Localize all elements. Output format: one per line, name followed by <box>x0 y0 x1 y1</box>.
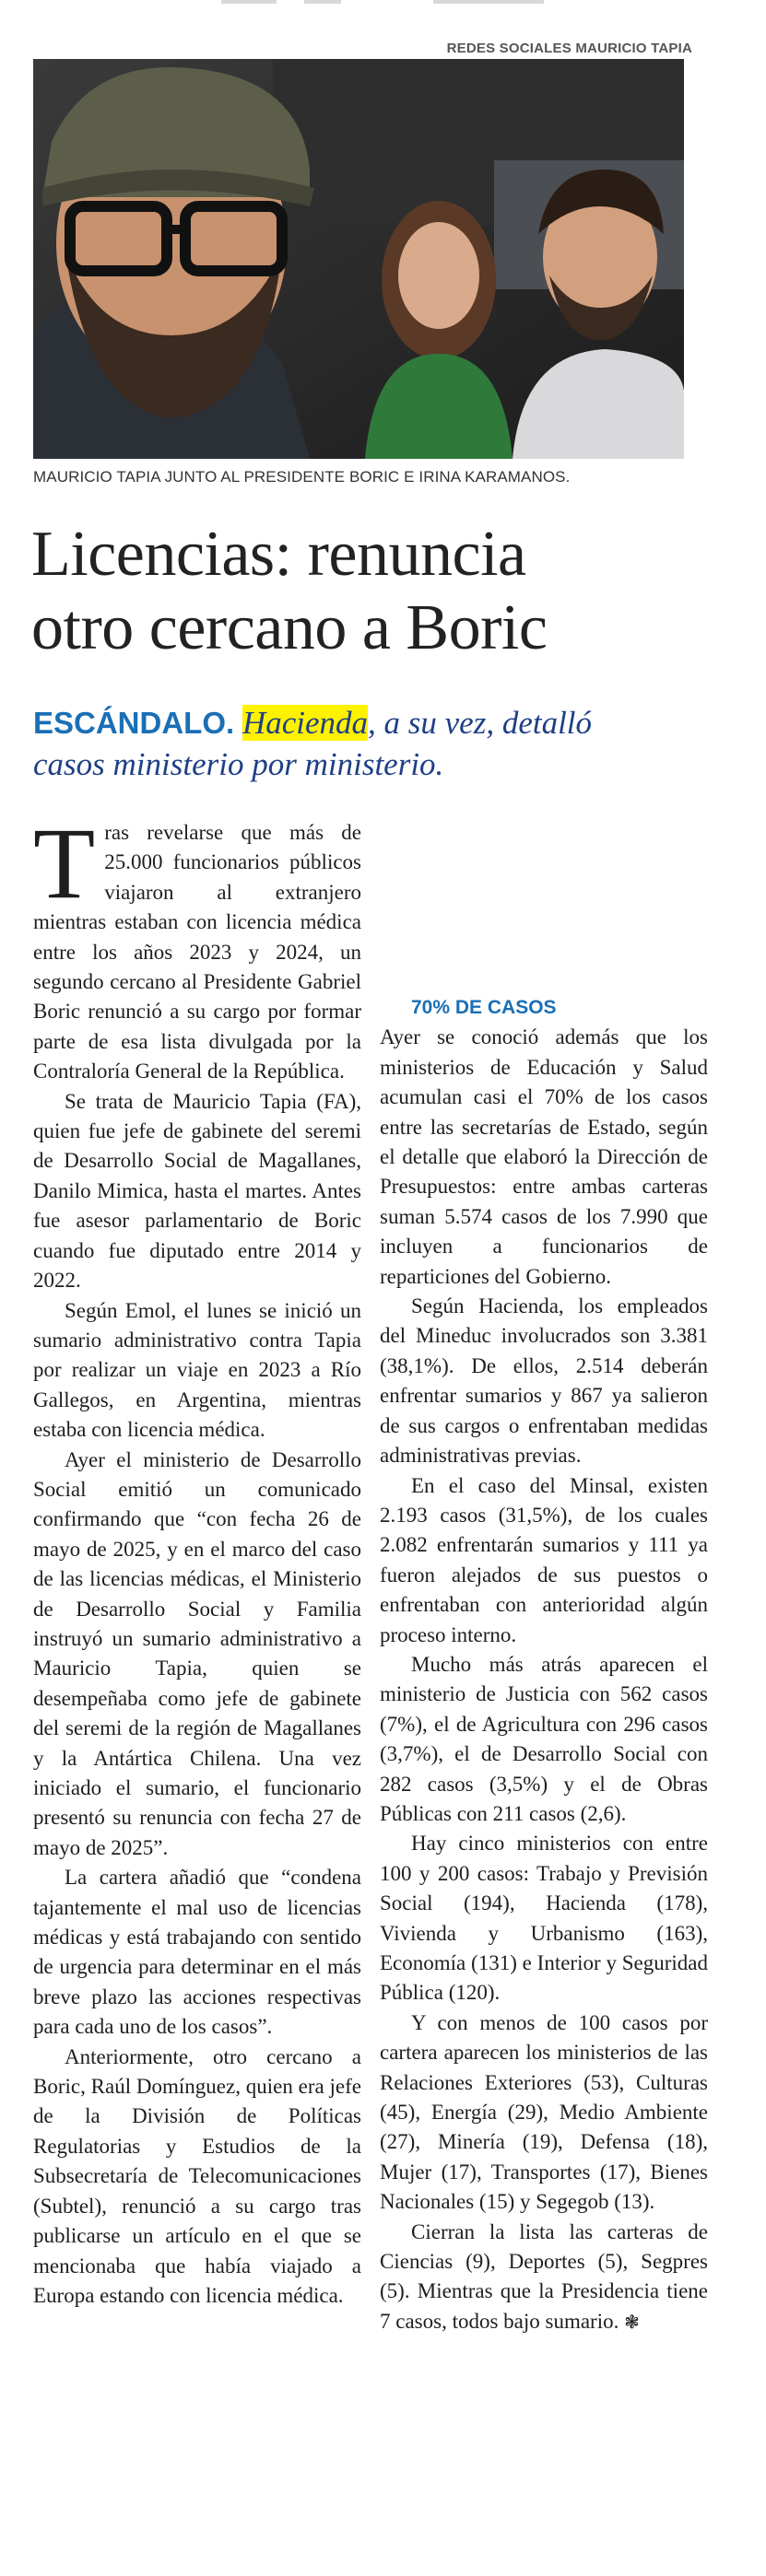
headline-line: Licencias: renuncia <box>31 519 526 590</box>
body-paragraph: En el caso del Minsal, existen 2.193 casos (31,5%), de los cuales 2.082 enfrentarán sumarios y 111 ya fueron alejados de sus puestos o enfrentaban con anterioridad algún proceso interno. <box>380 1473 708 1646</box>
body-paragraph: Mucho más atrás aparecen el ministerio de Justicia con 562 casos (7%), el de Agricultura con 296 casos (3,7%), el de Desarrollo Social con 282 casos (3,5%) y el de Obras Públicas con 211 casos (2,6). <box>380 1652 708 1825</box>
section-subhead: 70% DE CASOS <box>411 997 557 1018</box>
top-strip <box>0 0 766 7</box>
headline <box>31 518 741 665</box>
end-mark-icon: ❃ <box>624 2310 640 2333</box>
drop-cap: T <box>33 807 96 919</box>
deck-text: casos ministerio por ministerio. <box>33 746 444 782</box>
body-paragraph: Anteriormente, otro cercano a Boric, Raúl Domínguez, quien era jefe de la División de Políticas Regulatorias y Estudios de la Subsecretaría de Telecomunicaciones (Subtel), renunció a su cargo tras publicarse un artículo en el que se mencionaba que había viajado a Europa estando con licencia médica. <box>33 2044 361 2307</box>
deck <box>33 702 734 785</box>
body-paragraph: Hay cinco ministerios con entre 100 y 200 casos: Trabajo y Previsión Social (194), Hacienda (178), Vivienda y Urbanismo (163), Economía (131) e Interior y Seguridad Pública (120). <box>380 1832 708 2005</box>
deck-kicker: ESCÁNDALO. <box>33 706 235 740</box>
article-column-left <box>33 807 361 2311</box>
article-column-right <box>380 818 708 2336</box>
photo-caption: MAURICIO TAPIA JUNTO AL PRESIDENTE BORIC E IRINA KARAMANOS. <box>33 468 571 486</box>
body-paragraph: Según Hacienda, los empleados del Mineduc involucrados son 3.381 (38,1%). De ellos, 2.514 deberán enfrentar sumarios y 867 ya salieron de sus cargos o enfrentaban medidas administrativas previas. <box>380 1294 708 1468</box>
photo-credit: REDES SOCIALES MAURICIO TAPIA <box>446 41 692 56</box>
body-paragraph: Y con menos de 100 casos por cartera aparecen los ministerios de las Relaciones Exteriores (53), Culturas (45), Energía (29), Medio Ambiente (27), Minería (19), Defensa (18), Mujer (17), Transportes (17), Bienes Nacionales (15) y Segegob (13). <box>380 2010 708 2214</box>
body-paragraph: Según Emol, el lunes se inició un sumario administrativo contra Tapia por realizar un viaje en 2023 a Río Gallegos, en Argentina, mientras estaba con licencia médica. <box>33 1298 361 1442</box>
body-paragraph: Se trata de Mauricio Tapia (FA), quien fue jefe de gabinete del seremi de Desarrollo Social de Magallanes, Danilo Mimica, hasta el martes. Antes fue asesor parlamentario de Boric cuando fue diputado entre 2014 y 2022. <box>33 1089 361 1293</box>
deck-text: , a su vez, detalló <box>368 705 593 741</box>
headline-line: otro cercano a Boric <box>31 592 548 663</box>
body-paragraph: La cartera añadió que “condena tajantemente el mal uso de licencias médicas y está trabajando con sentido de urgencia para determinar en el más breve plazo las acciones respectivas para cada uno de los casos”. <box>33 1866 361 2039</box>
body-paragraph: Tras revelarse que más de 25.000 funcionarios públicos viajaron al extranjero mientras estaban con licencia médica entre los años 2023 y 2024, un segundo cercano al Presidente Gabriel Boric renunció a su cargo por formar parte de esa lista divulgada por la Contraloría General de la República. <box>33 807 361 1083</box>
body-paragraph: Ayer se conoció además que los ministerios de Educación y Salud acumulan casi el 70% de los casos entre las secretarías de Estado, según el detalle que elaboró la Dirección de Presupuestos: entre ambas carteras suman 5.574 casos de los 7.990 que incluyen a funcionarios de reparticiones del Gobierno. <box>380 1025 708 1288</box>
body-paragraph: Ayer el ministerio de Desarrollo Social emitió un comunicado confirmando que “con fecha 26 de mayo de 2025, y en el marco del caso de las licencias médicas, el Ministerio de Desarrollo Social y Familia instruyó un sumario administrativo a Mauricio Tapia, quien se desempeñaba como jefe de gabinete del seremi de la región de Magallanes y la Antártica Chilena. Una vez iniciado el sumario, el funcionario presentó su renuncia con fecha 27 de mayo de 2025”. <box>33 1447 361 1859</box>
article-photo <box>33 59 684 459</box>
body-paragraph: Cierran la lista las carteras de Ciencias (9), Deportes (5), Segpres (5). Mientras que la Presidencia tiene 7 casos, todos bajo sumario. ❃ <box>380 2219 708 2333</box>
deck-highlight: Hacienda <box>242 705 369 741</box>
